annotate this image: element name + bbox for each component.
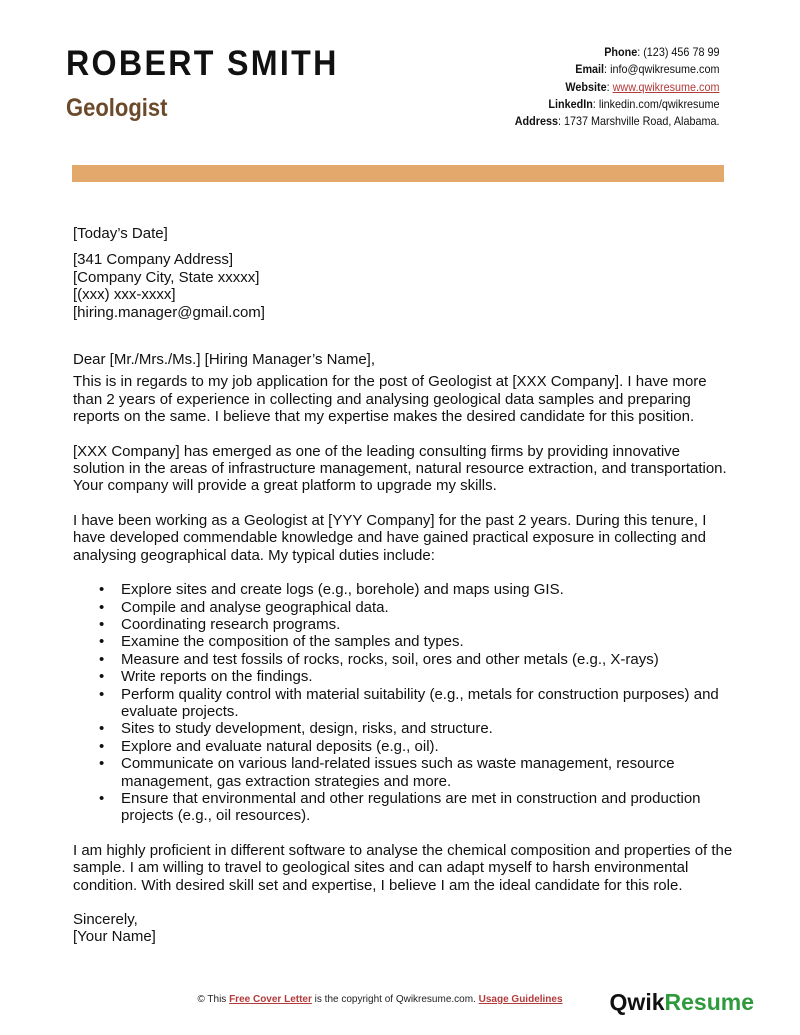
contact-value: 1737 Marshville Road, Alabama. xyxy=(563,114,719,129)
list-item xyxy=(73,686,733,721)
contact-value: linkedin.com/qwikresume xyxy=(598,96,719,111)
list-item xyxy=(73,599,733,616)
duty-text: Ensure that environmental and other regulations are met in construction and production projects (e.g., oil resources). xyxy=(121,789,701,825)
paragraph-company: [XXX Company] has emerged as one of the leading consulting firms by providing innovative solution in the areas of infrastructure management, natural resource extraction, and transportation. Your company will provide a great platform to upgrade my skills. xyxy=(73,442,727,495)
bullet-icon: • xyxy=(99,789,105,807)
candidate-name: ROBERT SMITH xyxy=(66,44,339,83)
bullet-icon: • xyxy=(99,581,105,599)
contact-website: Website: www.qwikresume.com xyxy=(564,79,719,94)
bullet-icon: • xyxy=(99,685,105,703)
address-line: [hiring.manager@gmail.com] xyxy=(73,303,265,321)
duty-text: Communicate on various land-related issues such as waste management, resource management, gas extraction strategies and more. xyxy=(121,755,675,790)
bullet-icon: • xyxy=(99,598,105,616)
signature: [Your Name] xyxy=(73,928,156,946)
paragraph-closing: I am highly proficient in different software to analyse the chemical composition and properties of the sample. I am willing to travel to geological sites and can adapt myself to harsh environmental condition. With desired skill set and expertise, I believe I am the ideal candidate for this role. xyxy=(73,841,733,894)
contact-linkedin: LinkedIn: linkedin.com/qwikresume xyxy=(547,96,719,111)
paragraph-intro: This is in regards to my job application for the post of Geologist at [XXX Company]. I have more than 2 years of experience in collecting and analysing geological data samples and preparing reports on the same. I believe that my expertise makes the desired candidate for this position. xyxy=(73,373,707,426)
contact-label: Phone xyxy=(603,45,637,59)
duty-text: Compile and analyse geographical data. xyxy=(121,598,389,616)
contact-value: info@qwikresume.com xyxy=(609,62,719,77)
salutation: Dear [Mr./Mrs./Ms.] [Hiring Manager’s Name], xyxy=(73,351,376,369)
bullet-icon: • xyxy=(99,668,105,686)
list-item xyxy=(73,720,733,737)
footer-text: is the copyright of Qwikresume.com. xyxy=(311,994,479,1005)
contact-label: Website xyxy=(564,79,607,94)
accent-divider xyxy=(72,165,724,182)
address-line: [341 Company Address] xyxy=(73,251,234,269)
footer-text: © This xyxy=(197,994,230,1005)
duty-text: Explore and evaluate natural deposits (e.g., oil). xyxy=(121,737,439,755)
list-item xyxy=(73,633,733,650)
letter-body xyxy=(73,225,733,946)
contact-phone: Phone: (123) 456 78 99 xyxy=(603,45,719,59)
duties-list xyxy=(73,581,733,825)
list-item xyxy=(73,738,733,755)
letter-date: [Today’s Date] xyxy=(73,225,168,242)
contact-address: Address: 1737 Marshville Road, Alabama. xyxy=(514,114,719,129)
bullet-icon: • xyxy=(99,633,105,651)
signoff: Sincerely, xyxy=(73,911,138,928)
duty-text: Write reports on the findings. xyxy=(121,668,313,686)
list-item xyxy=(73,616,733,633)
contact-label: LinkedIn xyxy=(547,96,593,111)
website-link[interactable]: www.qwikresume.com xyxy=(612,79,719,94)
list-item xyxy=(73,668,733,685)
qwikresume-logo xyxy=(610,989,754,1016)
duty-text: Coordinating research programs. xyxy=(121,615,341,633)
contact-label: Email xyxy=(574,62,604,77)
duty-text: Explore sites and create logs (e.g., borehole) and maps using GIS. xyxy=(121,581,564,599)
bullet-icon: • xyxy=(99,650,105,668)
duty-text: Measure and test fossils of rocks, rocks, soil, ores and other metals (e.g., X-rays) xyxy=(121,650,659,668)
list-item xyxy=(73,581,733,598)
free-cover-letter-link[interactable]: Free Cover Letter xyxy=(229,994,312,1005)
address-line: [Company City, State xxxxx] xyxy=(73,268,260,286)
contact-value: (123) 456 78 99 xyxy=(642,45,719,59)
duty-text: Sites to study development, design, risks, and structure. xyxy=(121,720,493,738)
list-item xyxy=(73,755,733,790)
usage-guidelines-link[interactable]: Usage Guidelines xyxy=(478,994,563,1005)
list-item xyxy=(73,651,733,668)
recipient-address xyxy=(73,251,733,321)
bullet-icon: • xyxy=(99,755,105,773)
duty-text: Perform quality control with material suitability (e.g., metals for construction purposes) and evaluate projects. xyxy=(121,685,719,720)
paragraph-experience: I have been working as a Geologist at [YYY Company] for the past 2 years. During this tenure, I have developed commendable knowledge and have gained practical exposure in collecting and analysing geographical data. My typical duties include: xyxy=(73,511,707,564)
bullet-icon: • xyxy=(99,737,105,755)
logo-part: Qwik xyxy=(609,989,665,1015)
contact-block xyxy=(492,44,719,130)
bullet-icon: • xyxy=(99,720,105,738)
address-line: [(xxx) xxx-xxxx] xyxy=(73,286,176,304)
logo-part: Resume xyxy=(664,989,754,1015)
candidate-title: Geologist xyxy=(66,94,168,122)
contact-email: Email: info@qwikresume.com xyxy=(574,62,719,77)
bullet-icon: • xyxy=(99,615,105,633)
list-item xyxy=(73,790,733,825)
duty-text: Examine the composition of the samples and types. xyxy=(121,633,464,651)
contact-label: Address xyxy=(514,114,558,129)
